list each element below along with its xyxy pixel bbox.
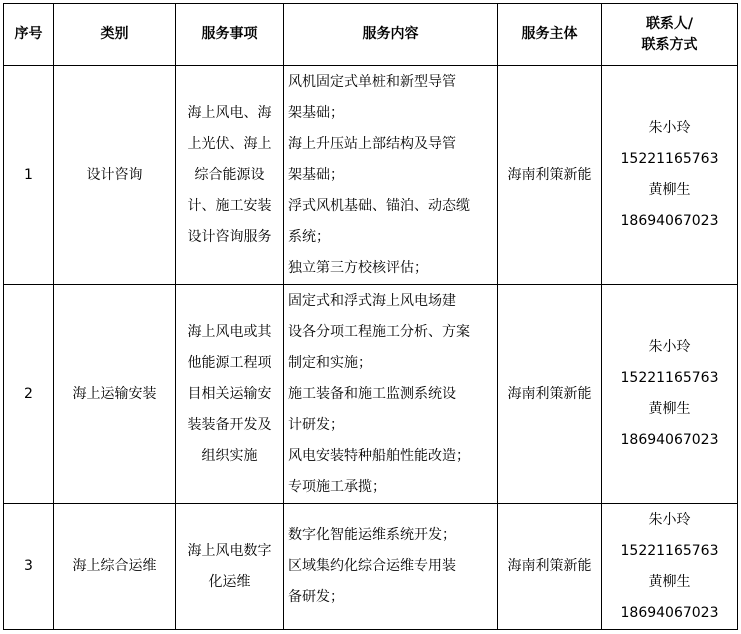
cell-item xyxy=(176,66,284,285)
service-table xyxy=(3,3,738,630)
contact-name: 黄柳生 xyxy=(648,573,691,590)
content-line: 备研发； xyxy=(288,589,344,605)
content-line: 设各分项工程施工分析、方案 xyxy=(288,323,470,340)
table-row xyxy=(4,504,738,630)
content-line: 架基础； xyxy=(288,104,344,121)
header-category: 类别 xyxy=(54,4,176,66)
contact-phone: 15221165763 xyxy=(620,542,719,559)
cell-category: 设计咨询 xyxy=(54,66,176,285)
item-line: 设计咨询服务 xyxy=(187,228,272,245)
item-line: 海上风电数字 xyxy=(187,542,272,559)
content-line: 数字化智能运维系统开发； xyxy=(288,527,456,543)
content-line: 专项施工承揽； xyxy=(288,478,386,495)
cell-provider: 海南利策新能 xyxy=(498,285,602,504)
cell-provider: 海南利策新能 xyxy=(498,504,602,630)
contact-name: 黄柳生 xyxy=(648,401,691,417)
content-line: 架基础； xyxy=(288,166,344,183)
header-contact xyxy=(602,4,738,66)
header-provider: 服务主体 xyxy=(498,4,602,66)
contact-phone: 15221165763 xyxy=(620,370,719,386)
header-item: 服务事项 xyxy=(176,4,284,66)
content-line: 浮式风机基础、锚泊、动态缆 xyxy=(288,197,470,214)
cell-content xyxy=(284,504,498,630)
content-line: 海上升压站上部结构及导管 xyxy=(288,135,456,152)
content-line: 系统； xyxy=(288,228,330,245)
content-line: 固定式和浮式海上风电场建 xyxy=(288,292,456,309)
cell-item xyxy=(176,285,284,504)
item-line: 化运维 xyxy=(208,573,251,590)
header-row xyxy=(4,4,738,66)
item-line: 上光伏、海上 xyxy=(187,135,272,152)
cell-no: 3 xyxy=(4,504,54,630)
content-line: 风电安装特种船舶性能改造； xyxy=(288,447,470,464)
cell-contact xyxy=(602,285,738,504)
header-contact-line2: 联系方式 xyxy=(641,36,698,53)
content-line: 计研发； xyxy=(288,416,344,433)
contact-name: 朱小玲 xyxy=(648,120,691,136)
cell-provider: 海南利策新能 xyxy=(498,66,602,285)
cell-content xyxy=(284,66,498,285)
content-line: 制定和实施； xyxy=(288,354,372,371)
item-line: 目相关运输安 xyxy=(187,385,272,402)
contact-name: 黄柳生 xyxy=(648,182,691,198)
cell-category: 海上运输安装 xyxy=(54,285,176,504)
content-line: 风机固定式单桩和新型导管 xyxy=(288,73,456,90)
cell-no: 1 xyxy=(4,66,54,285)
contact-phone: 15221165763 xyxy=(620,151,719,167)
item-line: 综合能源设 xyxy=(194,166,265,183)
item-line: 海上风电、海 xyxy=(187,104,272,121)
contact-phone: 18694067023 xyxy=(620,432,719,448)
cell-category: 海上综合运维 xyxy=(54,504,176,630)
content-line: 独立第三方校核评估； xyxy=(288,259,428,276)
item-line: 海上风电或其 xyxy=(187,323,272,340)
cell-contact xyxy=(602,504,738,630)
table-row xyxy=(4,66,738,285)
cell-item xyxy=(176,504,284,630)
contact-phone: 18694067023 xyxy=(620,604,719,621)
content-line: 区域集约化综合运维专用装 xyxy=(288,558,456,574)
cell-content xyxy=(284,285,498,504)
contact-name: 朱小玲 xyxy=(648,511,691,528)
cell-contact xyxy=(602,66,738,285)
contact-phone: 18694067023 xyxy=(620,213,719,229)
table-row xyxy=(4,285,738,504)
cell-no: 2 xyxy=(4,285,54,504)
header-content: 服务内容 xyxy=(284,4,498,66)
contact-name: 朱小玲 xyxy=(648,339,691,355)
item-line: 装装备开发及 xyxy=(187,416,272,433)
content-line: 施工装备和施工监测系统设 xyxy=(288,385,456,402)
item-line: 组织实施 xyxy=(201,447,258,464)
header-no: 序号 xyxy=(4,4,54,66)
item-line: 他能源工程项 xyxy=(187,354,272,371)
item-line: 计、施工安装 xyxy=(187,197,272,214)
header-contact-line1: 联系人/ xyxy=(645,15,694,32)
